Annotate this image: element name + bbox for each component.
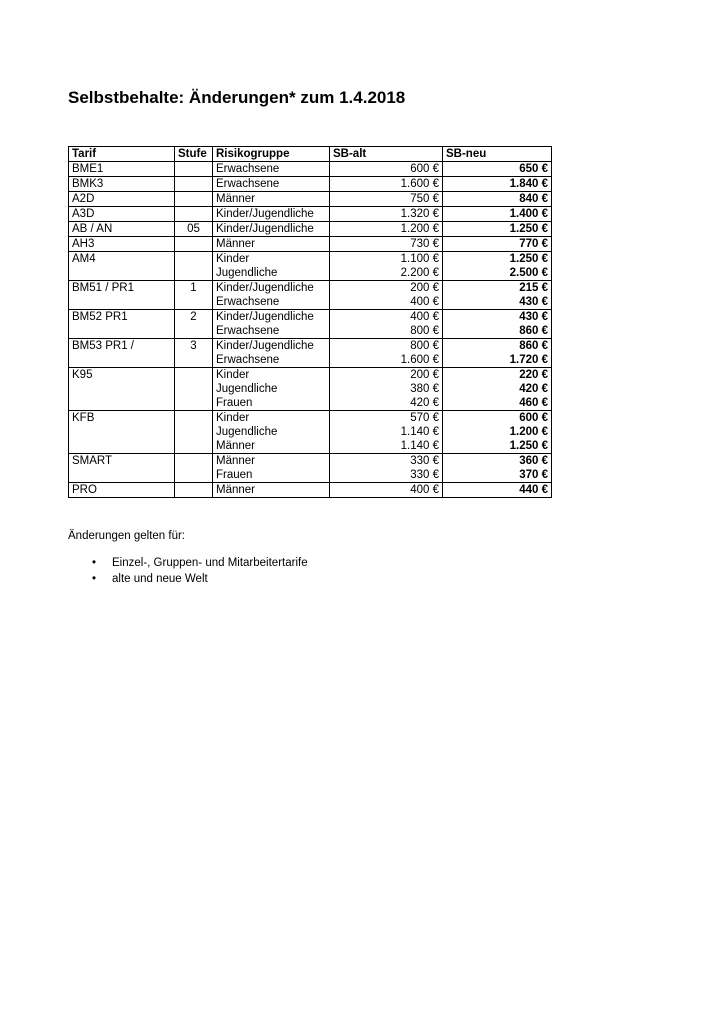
cell-sb-alt-line: 330 € (410, 455, 439, 467)
cell-sb-alt-line: 330 € (410, 469, 439, 481)
cell-sb-neu-line: 1.250 € (509, 253, 548, 265)
cell-tarif: SMART (69, 454, 175, 483)
cell-sb-alt (330, 222, 443, 237)
cell-tarif: AM4 (69, 252, 175, 281)
notes-section (68, 530, 308, 587)
cell-sb-alt (330, 281, 443, 310)
cell-stufe: 3 (175, 339, 213, 368)
cell-tarif: A2D (69, 192, 175, 207)
cell-stufe (175, 368, 213, 411)
cell-sb-neu-line: 1.720 € (509, 354, 548, 366)
cell-sb-neu-line: 430 € (519, 311, 548, 323)
cell-sb-neu (443, 310, 552, 339)
cell-sb-neu-line: 220 € (519, 369, 548, 381)
cell-risikogruppe-line: Jugendliche (216, 267, 278, 279)
bullet-icon: • (92, 573, 97, 585)
cell-tarif: BM51 / PR1 (69, 281, 175, 310)
cell-risikogruppe-line: Männer (216, 193, 255, 205)
cell-risikogruppe (213, 339, 330, 368)
cell-risikogruppe (213, 222, 330, 237)
cell-risikogruppe-line: Erwachsene (216, 178, 280, 190)
cell-risikogruppe-line: Männer (216, 484, 255, 496)
cell-sb-neu-line: 1.840 € (509, 178, 548, 190)
table-row (69, 237, 552, 252)
table-row (69, 207, 552, 222)
cell-sb-neu-line: 430 € (519, 296, 548, 308)
cell-stufe: 1 (175, 281, 213, 310)
cell-sb-alt-line: 750 € (410, 193, 439, 205)
cell-risikogruppe-line: Kinder/Jugendliche (216, 282, 314, 294)
table-row (69, 177, 552, 192)
cell-tarif: BM52 PR1 (69, 310, 175, 339)
cell-sb-neu (443, 368, 552, 411)
cell-sb-neu (443, 177, 552, 192)
cell-tarif: KFB (69, 411, 175, 454)
cell-risikogruppe (213, 483, 330, 498)
cell-sb-alt-line: 1.200 € (400, 223, 439, 235)
cell-tarif: PRO (69, 483, 175, 498)
cell-sb-neu (443, 281, 552, 310)
cell-stufe (175, 454, 213, 483)
cell-sb-neu-line: 2.500 € (509, 267, 548, 279)
cell-sb-neu-line: 600 € (519, 412, 548, 424)
cell-sb-neu-line: 1.400 € (509, 208, 548, 220)
cell-sb-alt (330, 454, 443, 483)
cell-sb-alt-line: 1.320 € (400, 208, 439, 220)
cell-risikogruppe-line: Erwachsene (216, 296, 280, 308)
cell-tarif: AH3 (69, 237, 175, 252)
table-row (69, 222, 552, 237)
cell-risikogruppe (213, 454, 330, 483)
cell-sb-alt-line: 1.600 € (400, 354, 439, 366)
cell-sb-alt-line: 1.140 € (400, 426, 439, 438)
cell-sb-alt (330, 411, 443, 454)
notes-list-item (92, 571, 308, 587)
cell-sb-alt-line: 800 € (410, 325, 439, 337)
table-row (69, 339, 552, 368)
cell-stufe: 05 (175, 222, 213, 237)
table-row (69, 162, 552, 177)
cell-stufe (175, 192, 213, 207)
notes-list (68, 555, 308, 587)
header-sb-neu: SB-neu (443, 147, 552, 162)
cell-sb-alt-line: 400 € (410, 311, 439, 323)
cell-sb-alt (330, 162, 443, 177)
table-row (69, 454, 552, 483)
bullet-icon: • (92, 557, 97, 569)
cell-sb-neu-line: 420 € (519, 383, 548, 395)
cell-sb-neu-line: 840 € (519, 193, 548, 205)
cell-sb-alt-line: 1.600 € (400, 178, 439, 190)
deductibles-table (68, 146, 552, 498)
cell-risikogruppe (213, 162, 330, 177)
table-row (69, 281, 552, 310)
cell-risikogruppe (213, 237, 330, 252)
header-stufe: Stufe (175, 147, 213, 162)
cell-risikogruppe (213, 368, 330, 411)
cell-sb-neu (443, 192, 552, 207)
cell-risikogruppe-line: Erwachsene (216, 325, 280, 337)
cell-sb-alt-line: 380 € (410, 383, 439, 395)
cell-risikogruppe-line: Frauen (216, 469, 253, 481)
cell-risikogruppe-line: Kinder (216, 253, 250, 265)
cell-sb-alt-line: 730 € (410, 238, 439, 250)
cell-tarif: BME1 (69, 162, 175, 177)
cell-sb-neu (443, 339, 552, 368)
cell-sb-neu-line: 770 € (519, 238, 548, 250)
cell-stufe (175, 162, 213, 177)
cell-sb-neu (443, 454, 552, 483)
cell-risikogruppe-line: Jugendliche (216, 426, 278, 438)
cell-risikogruppe (213, 177, 330, 192)
cell-stufe (175, 411, 213, 454)
cell-risikogruppe-line: Kinder/Jugendliche (216, 208, 314, 220)
cell-sb-alt (330, 252, 443, 281)
cell-sb-alt-line: 570 € (410, 412, 439, 424)
cell-sb-neu (443, 411, 552, 454)
cell-risikogruppe-line: Männer (216, 238, 255, 250)
page-title: Selbstbehalte: Änderungen* zum 1.4.2018 (68, 88, 406, 107)
cell-sb-alt-line: 420 € (410, 397, 439, 409)
cell-sb-alt-line: 200 € (410, 369, 439, 381)
cell-sb-alt-line: 800 € (410, 340, 439, 352)
cell-tarif: BM53 PR1 / (69, 339, 175, 368)
cell-tarif: AB / AN (69, 222, 175, 237)
cell-sb-neu (443, 207, 552, 222)
cell-sb-alt (330, 483, 443, 498)
cell-sb-neu (443, 483, 552, 498)
cell-sb-alt (330, 368, 443, 411)
cell-sb-alt-line: 400 € (410, 484, 439, 496)
cell-sb-alt (330, 237, 443, 252)
cell-sb-neu-line: 1.250 € (509, 440, 548, 452)
cell-stufe (175, 237, 213, 252)
cell-sb-neu-line: 215 € (519, 282, 548, 294)
cell-stufe: 2 (175, 310, 213, 339)
cell-risikogruppe-line: Frauen (216, 397, 253, 409)
cell-risikogruppe-line: Jugendliche (216, 383, 278, 395)
cell-stufe (175, 252, 213, 281)
cell-risikogruppe (213, 281, 330, 310)
table-header-row (69, 147, 552, 162)
cell-risikogruppe (213, 252, 330, 281)
cell-risikogruppe (213, 192, 330, 207)
cell-risikogruppe-line: Männer (216, 440, 255, 452)
cell-sb-alt (330, 192, 443, 207)
table-row (69, 192, 552, 207)
cell-sb-neu-line: 860 € (519, 340, 548, 352)
cell-sb-alt (330, 177, 443, 192)
header-tarif: Tarif (69, 147, 175, 162)
cell-sb-neu (443, 237, 552, 252)
cell-sb-neu-line: 360 € (519, 455, 548, 467)
cell-sb-neu-line: 1.200 € (509, 426, 548, 438)
cell-sb-neu-line: 460 € (519, 397, 548, 409)
table-row (69, 252, 552, 281)
cell-sb-alt-line: 200 € (410, 282, 439, 294)
cell-sb-alt-line: 600 € (410, 163, 439, 175)
cell-risikogruppe-line: Männer (216, 455, 255, 467)
cell-sb-neu (443, 252, 552, 281)
cell-tarif: BMK3 (69, 177, 175, 192)
cell-sb-neu-line: 860 € (519, 325, 548, 337)
cell-sb-alt (330, 207, 443, 222)
cell-risikogruppe (213, 310, 330, 339)
table-row (69, 411, 552, 454)
table-body (69, 162, 552, 498)
cell-risikogruppe-line: Kinder (216, 412, 250, 424)
cell-sb-neu (443, 162, 552, 177)
cell-risikogruppe-line: Erwachsene (216, 163, 280, 175)
cell-sb-alt-line: 2.200 € (400, 267, 439, 279)
cell-stufe (175, 177, 213, 192)
cell-sb-neu-line: 440 € (519, 484, 548, 496)
cell-stufe (175, 207, 213, 222)
notes-intro: Änderungen gelten für: (68, 530, 186, 542)
cell-risikogruppe-line: Kinder/Jugendliche (216, 311, 314, 323)
cell-risikogruppe-line: Kinder/Jugendliche (216, 340, 314, 352)
cell-sb-neu-line: 650 € (519, 163, 548, 175)
cell-sb-alt-line: 1.100 € (400, 253, 439, 265)
cell-sb-neu-line: 370 € (519, 469, 548, 481)
cell-sb-neu (443, 222, 552, 237)
cell-risikogruppe (213, 411, 330, 454)
table-row (69, 368, 552, 411)
cell-sb-alt (330, 310, 443, 339)
header-sb-alt: SB-alt (330, 147, 443, 162)
table-row (69, 310, 552, 339)
notes-list-item (92, 555, 308, 571)
notes-item-text: Einzel-, Gruppen- und Mitarbeitertarife (112, 557, 308, 569)
cell-risikogruppe-line: Kinder/Jugendliche (216, 223, 314, 235)
header-risikogruppe: Risikogruppe (213, 147, 330, 162)
cell-risikogruppe (213, 207, 330, 222)
cell-tarif: K95 (69, 368, 175, 411)
cell-sb-alt (330, 339, 443, 368)
cell-sb-alt-line: 1.140 € (400, 440, 439, 452)
cell-risikogruppe-line: Erwachsene (216, 354, 280, 366)
cell-sb-alt-line: 400 € (410, 296, 439, 308)
notes-item-text: alte und neue Welt (112, 573, 208, 585)
cell-risikogruppe-line: Kinder (216, 369, 250, 381)
cell-stufe (175, 483, 213, 498)
cell-tarif: A3D (69, 207, 175, 222)
cell-sb-neu-line: 1.250 € (509, 223, 548, 235)
table-row (69, 483, 552, 498)
